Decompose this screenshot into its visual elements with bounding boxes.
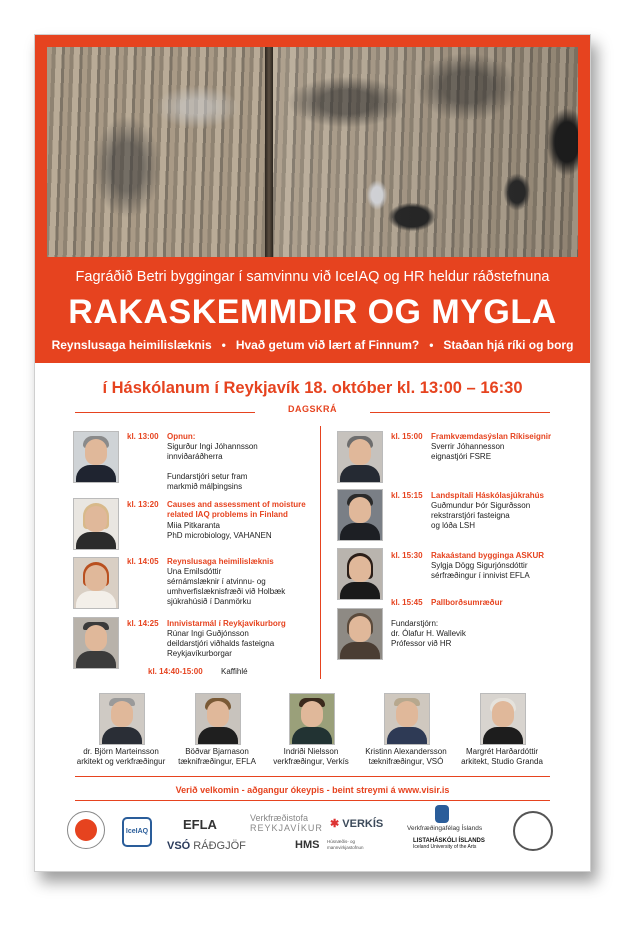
coffee-break: Kaffihlé xyxy=(221,667,248,676)
panel-photo xyxy=(99,693,145,745)
lhi-logo: LISTAHÁSKÓLI ÍSLANDS Iceland University of the Arts xyxy=(413,838,485,850)
university-seal xyxy=(513,811,553,851)
vfi-logo: Verkfræðingafélag Íslands xyxy=(407,825,482,832)
speaker-photo xyxy=(337,431,383,483)
panel-caption: Kristinn Alexandersson tæknifræðingur, VSÓ xyxy=(365,747,447,766)
hms-text: Húsnæðis- og mannvirkjastofnun xyxy=(327,839,364,850)
agenda-time: kl. 15:45 xyxy=(391,598,423,607)
agenda-heading: DAGSKRÁ xyxy=(75,404,550,420)
agenda-title: Pallborðsumræður xyxy=(431,598,503,607)
mold-wood-photo xyxy=(47,47,578,257)
betri-byggingar-logo xyxy=(67,811,105,849)
panel-caption: Indriði Nielsson verkfræðingur, Verkís xyxy=(273,747,349,766)
speaker-photo xyxy=(337,489,383,541)
verkfraedistofa-logo: Verkfræðistofa REYKJAVÍKUR xyxy=(250,813,323,833)
topic-line: Reynslusaga heimilislæknis • Hvað getum við lært af Finnum? • Staðan hjá ríki og borg xyxy=(51,338,574,352)
agenda-title: Framkvæmdasýslan Ríkiseignir xyxy=(431,432,552,441)
agenda-time: kl. 14:05 xyxy=(127,557,159,566)
agenda-speaker: Una Emilsdóttir sérnámslæknir í atvinnu- og umhverfislæknisfræði við Holbæk sjúkrahúsið í Danmörku xyxy=(167,567,286,606)
panel-photo xyxy=(480,693,526,745)
title-band xyxy=(35,257,590,363)
vso-logo: VSÓ RÁÐGJÖF xyxy=(167,840,246,852)
event-title: RAKASKEMMDIR OG MYGLA xyxy=(68,293,557,331)
agenda-speaker: Guðmundur Þór Sigurðsson rekstrarstjóri fasteigna og lóða LSH xyxy=(431,501,531,530)
date-location: í Háskólanum í Reykjavík 18. október kl. 13:00 – 16:30 xyxy=(102,379,523,397)
divider-bottom xyxy=(75,800,550,801)
panel-photo xyxy=(289,693,335,745)
column-divider xyxy=(320,426,321,679)
divider-top xyxy=(75,776,550,777)
agenda-speaker: Sylgja Dögg Sigurjónsdóttir sérfræðingur í innivist EFLA xyxy=(431,561,530,580)
agenda-speaker: Sverrir Jóhannesson eignastjóri FSRE xyxy=(431,442,505,461)
agenda-title: Reynslusaga heimilislæknis xyxy=(167,557,274,566)
agenda-time: kl. 13:20 xyxy=(127,500,159,509)
poster xyxy=(34,34,591,872)
speaker-photo xyxy=(73,557,119,609)
hms-logo: HMS xyxy=(295,839,320,851)
agenda-time: kl. 13:00 xyxy=(127,432,159,441)
agenda-time: kl. 14:25 xyxy=(127,619,159,628)
event-subtitle: Fagráðið Betri byggingar í samvinnu við IceIAQ og HR heldur ráðstefnuna xyxy=(75,269,550,285)
agenda-title: Rakaástand bygginga ASKUR xyxy=(431,551,545,560)
speaker-photo xyxy=(337,608,383,660)
agenda-speaker: Miia Pitkaranta PhD microbiology, VAHANEN xyxy=(167,521,272,540)
agenda-time: kl. 14:40-15:00 xyxy=(148,667,203,676)
agenda-time: kl. 15:00 xyxy=(391,432,423,441)
agenda-time: kl. 15:30 xyxy=(391,551,423,560)
panel-caption: Margrét Harðardóttir arkitekt, Studio Granda xyxy=(461,747,543,766)
speaker-photo xyxy=(337,548,383,600)
agenda-title: Causes and assessment of moisture related IAQ problems in Finland xyxy=(167,500,306,519)
speaker-photo xyxy=(73,431,119,483)
welcome-line: Verið velkomin - aðgangur ókeypis - beint streymi á www.visir.is xyxy=(175,785,450,795)
agenda-title: Landspítali Háskólasjúkrahús xyxy=(431,491,544,500)
agenda-speaker: Rúnar Ingi Guðjónsson deildarstjóri viðhalds fasteigna Reykjavíkurborgar xyxy=(167,629,275,658)
agenda-title: Opnun: xyxy=(167,432,196,441)
agenda-time: kl. 15:15 xyxy=(391,491,423,500)
panel-photo xyxy=(384,693,430,745)
iceiaq-logo: IceIAQ xyxy=(122,817,152,847)
panel-photo xyxy=(195,693,241,745)
speaker-photo xyxy=(73,617,119,669)
verkis-logo: ✱ VERKÍS xyxy=(330,818,384,830)
header-photo-frame xyxy=(35,35,590,257)
agenda-title: Innivistarmál í Reykjavíkurborg xyxy=(167,619,286,628)
agenda-speaker: Sigurður Ingi Jóhannsson innviðaráðherra Fundarstjóri setur fram markmið málþingsins xyxy=(167,442,258,491)
efla-logo: EFLA xyxy=(183,817,217,832)
panel-caption: Böðvar Bjarnason tæknifræðingur, EFLA xyxy=(178,747,256,766)
moderator: Fundarstjórn: dr. Ólafur H. Wallevik Prófessor við HR xyxy=(391,619,466,648)
speaker-photo xyxy=(73,498,119,550)
panel-caption: dr. Björn Marteinsson arkitekt og verkfræðingur xyxy=(76,747,166,766)
